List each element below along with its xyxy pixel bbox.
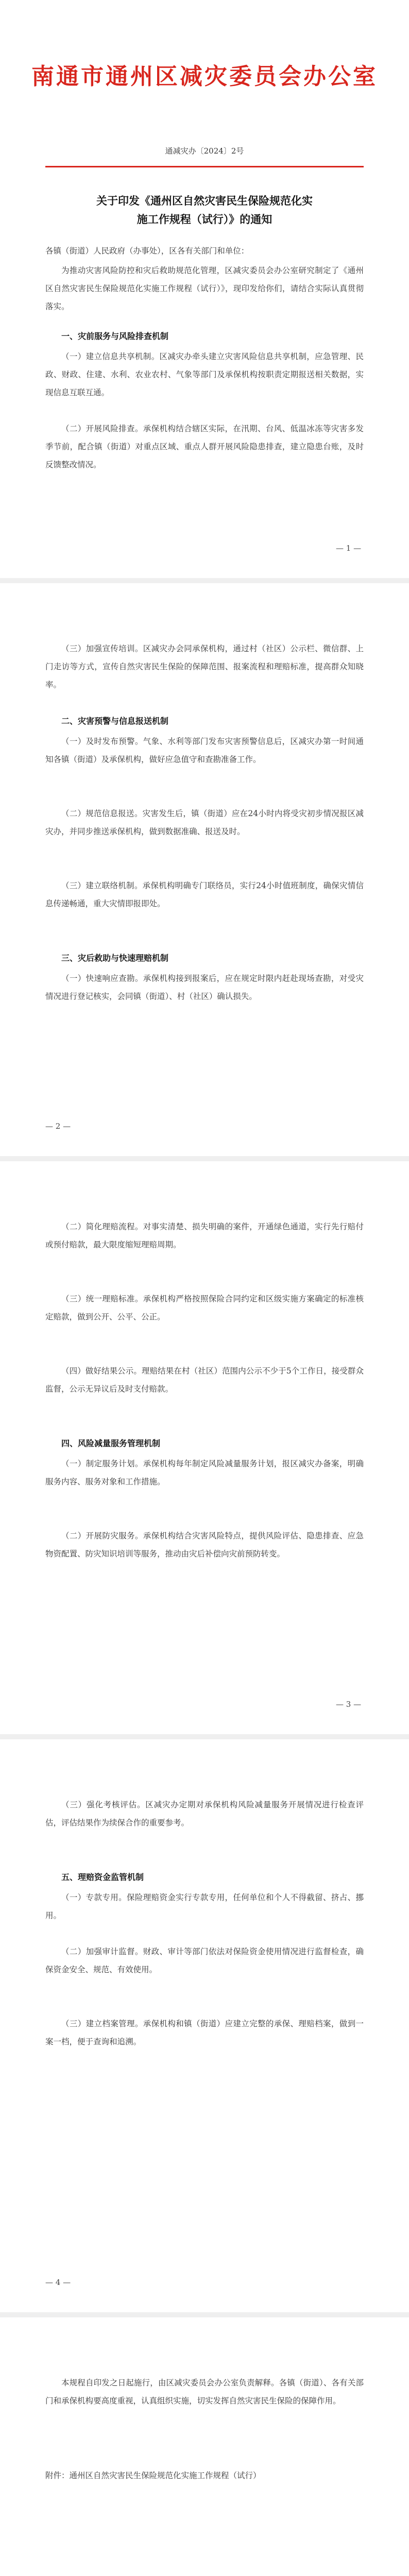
paragraph-7: （一）快速响应查勘。承保机构接到报案后，应在规定时限内赶赴现场查勘，对受灾情况进行登记核实，会同镇（街道）、村（社区）确认损失。 [45, 974, 364, 1001]
notice-title-line-1: 关于印发《通州区自然灾害民生保险规范化实 [96, 194, 313, 207]
paragraph-10: （四）做好结果公示。理赔结果在村（社区）范围内公示不少于5个工作日，接受群众监督，公示无异议后及时支付赔款。 [45, 1366, 364, 1394]
document-number: 通减灾办〔2024〕2号 [165, 146, 244, 156]
page-break [0, 1734, 409, 1739]
paragraph-6: （三）建立联络机制。承保机构明确专门联络员，实行24小时值班制度，确保灾情信息传递畅通，重大灾情即报即处。 [45, 881, 364, 908]
paragraph-16: （三）建立档案管理。承保机构和镇（街道）应建立完整的承保、理赔档案，做到一案一档，便于查询和追溯。 [45, 2019, 364, 2046]
section-4-heading: 四、风险减量服务管理机制 [61, 1438, 161, 1448]
page-number-3: — 3 — [336, 1700, 362, 1709]
page-break [0, 578, 409, 583]
paragraph-8: （二）简化理赔流程。对事实清楚、损失明确的案件，开通绿色通道，实行先行赔付或预付赔款，最大限度缩短理赔周期。 [45, 1222, 364, 1249]
page-number-1: — 1 — [336, 544, 362, 553]
page-4 [0, 1739, 409, 2312]
attachment-line: 附件：通州区自然灾害民生保险规范化实施工作规程（试行） [45, 2471, 261, 2480]
notice-title-line-2: 施工作规程（试行）》的通知 [137, 213, 272, 226]
section-3-heading: 三、灾后救助与快速理赔机制 [61, 953, 169, 963]
intro-paragraph: 为推动灾害风险防控和灾后救助规范化管理，区减灾委员会办公室研究制定了《通州区自然灾害民生保险规范化实施工作规程（试行）》，现印发给你们，请结合实际认真贯彻落实。 [45, 266, 364, 311]
page-2 [0, 583, 409, 1156]
page-5 [0, 2317, 409, 2576]
paragraph-9: （三）统一理赔标准。承保机构严格按照保险合同约定和区级实施方案确定的标准核定赔款，做到公开、公平、公正。 [45, 1294, 364, 1321]
paragraph-5: （二）规范信息报送。灾害发生后，镇（街道）应在24小时内将受灾初步情况报区减灾办，并同步推送承保机构，做到数据准确、报送及时。 [45, 809, 364, 836]
page-number-4: — 4 — [45, 2278, 71, 2287]
paragraph-17: 本规程自印发之日起施行，由区减灾委员会办公室负责解释。各镇（街道）、各有关部门和承保机构要高度重视，认真组织实施，切实发挥自然灾害民生保险的保障作用。 [45, 2378, 364, 2405]
paragraph-2: （二）开展风险排查。承保机构结合辖区实际，在汛期、台风、低温冰冻等灾害多发季节前，配合镇（街道）对重点区域、重点人群开展风险隐患排查，建立隐患台账，及时反馈整改情况。 [45, 424, 364, 469]
paragraph-3: （三）加强宣传培训。区减灾办会同承保机构，通过村（社区）公示栏、微信群、上门走访等方式，宣传自然灾害民生保险的保障范围、报案流程和理赔标准，提高群众知晓率。 [45, 644, 364, 689]
section-5-heading: 五、理赔资金监管机制 [61, 1872, 144, 1882]
page-break [0, 2312, 409, 2317]
section-2-heading: 二、灾害预警与信息报送机制 [61, 716, 169, 726]
paragraph-1: （一）建立信息共享机制。区减灾办牵头建立灾害风险信息共享机制，应急管理、民政、财政、住建、水利、农业农村、气象等部门及承保机构按职责定期报送相关数据，实现信息互联互通。 [45, 352, 364, 397]
addressee: 各镇（街道）人民政府（办事处），区各有关部门和单位： [45, 246, 249, 256]
paragraph-4: （一）及时发布预警。气象、水利等部门发布灾害预警信息后，区减灾办第一时间通知各镇（街道）及承保机构，做好应急值守和查勘准备工作。 [45, 737, 364, 764]
paragraph-12: （二）开展防灾服务。承保机构结合灾害风险特点，提供风险评估、隐患排查、应急物资配置、防灾知识培训等服务，推动由灾后补偿向灾前预防转变。 [45, 1531, 364, 1558]
red-divider-line [45, 166, 364, 167]
page-break [0, 1156, 409, 1161]
paragraph-11: （一）制定服务计划。承保机构每年制定风险减量服务计划，报区减灾办备案，明确服务内容、服务对象和工作措施。 [45, 1459, 364, 1486]
paragraph-13: （三）强化考核评估。区减灾办定期对承保机构风险减量服务开展情况进行检查评估，评估结果作为续保合作的重要参考。 [45, 1800, 364, 1827]
page-1 [0, 0, 409, 578]
page-number-2: — 2 — [45, 1122, 71, 1131]
paragraph-14: （一）专款专用。保险理赔资金实行专款专用，任何单位和个人不得截留、挤占、挪用。 [45, 1893, 364, 1920]
paragraph-15: （二）加强审计监督。财政、审计等部门依法对保险资金使用情况进行监督检查，确保资金安全、规范、有效使用。 [45, 1947, 364, 1974]
section-1-heading: 一、灾前服务与风险排查机制 [61, 331, 169, 341]
document-header-title: 南通市通州区减灾委员会办公室 [31, 63, 378, 90]
page-3 [0, 1161, 409, 1734]
